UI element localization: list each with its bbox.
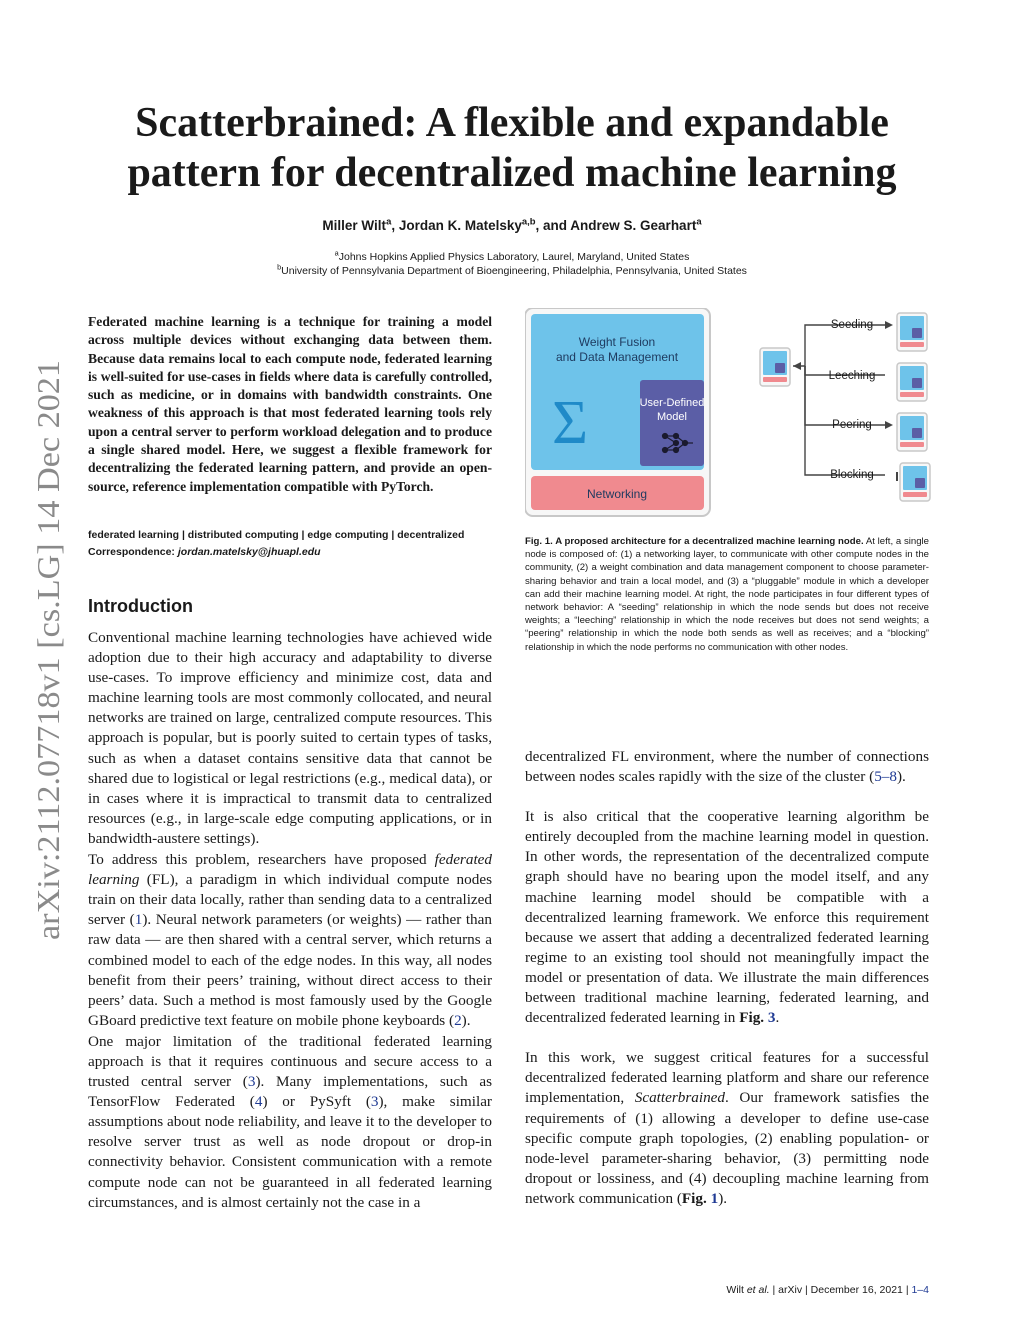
sigma-icon: Σ xyxy=(551,389,589,457)
emphasis: Scatterbrained xyxy=(634,1089,726,1107)
paragraph: To address this problem, researchers have proposed federated learning (FL), a paradigm in which individual compute nodes train on their data locally, rather than sending data to a centralized server (1). Neural network parameters (or weights) — rather than raw data — are then shared with a central server, which returns a combined model to each of the edge nodes. In this way, all nodes benefit from their peers’ training, without direct access to their peers’ data. Such a method is most famously used by the Google GBoard predictive text feature on mobile phone keyboards (2). xyxy=(88,851,492,1029)
paragraph: One major limitation of the traditional federated learning approach is that it requires continuous and secure access to a trusted central server (3). Many implementations, such as TensorFlow Federated (4) or PySyft (3), make similar assumptions about node reliability, and leave it to the developer to resolve server trust as well as node dropout or drop-in connectivity behavior. Consistent communication with a remote compute node can not be guaranteed in all federated learning circumstances, and is almost certainly not the case in a xyxy=(88,1032,492,1211)
footer-separator: | xyxy=(769,1284,779,1296)
figure-ref-link[interactable]: 3 xyxy=(767,1009,776,1027)
peer-node-icon xyxy=(897,313,927,351)
paragraph: It is also critical that the cooperative learning algorithm be entirely decoupled from the machine learning model in question. In other words, the representation of the decentralized compute graph should have no bearing upon the model itself, and any machine learning model should be compatible with a decentralized learning framework. We enforce this requirement because we assert that adding a decentralized federated learning regime to an existing tool should not meaningfully impact the model or presentation of data. We illustrate the main differences between traditional machine learning, federated learning, and decentralized federated learning in Fig. 3. xyxy=(525,808,929,1027)
figure-ref-label: Fig. xyxy=(739,1009,768,1027)
section-heading: Introduction xyxy=(88,596,193,616)
arxiv-identifier: arXiv:2112.07718v1 [cs.LG] 14 Dec 2021 xyxy=(30,397,66,940)
behavior-label-blocking: Blocking xyxy=(830,469,874,481)
user-model-label: Model xyxy=(657,411,687,423)
title-line-1: Scatterbrained: A flexible and expandable xyxy=(135,100,889,146)
author-affil-sup: a,b xyxy=(521,216,536,228)
author-affil-sup: a xyxy=(696,216,702,228)
footer-separator: | xyxy=(802,1284,811,1296)
peer-node-icon xyxy=(897,363,927,401)
arrow-head xyxy=(793,362,801,370)
correspondence xyxy=(88,546,492,558)
caption-text: At left, a single node is composed of: (1) a networking layer, to communicate with other compute nodes in the community, (2) a weight combination and data management component to choose parameter-sharing behavior and train a local model, and (3) a “pluggable” module in which a developer can add their machine learning model. At right, the node participates in four different types of network behavior: A “seeding” relationship in which the node sends but does not receive weights; a “leeching” relationship in which the node receives but does not send weights; a “peering” relationship in which the node both sends as well as receives; and a “blocking” relationship in which the node performs no communication with other nodes. xyxy=(525,536,930,653)
footer-separator: | xyxy=(902,1284,912,1296)
footer-etal: et al. xyxy=(746,1284,770,1296)
right-column xyxy=(525,747,929,1229)
behavior-label-leeching: Leeching xyxy=(828,370,876,382)
figure-ref-label: Fig. xyxy=(681,1189,711,1207)
author-name: Jordan K. Matelsky xyxy=(398,218,522,233)
connection-lines xyxy=(793,321,897,481)
arrow-head xyxy=(885,421,893,429)
weight-fusion-label: and Data Management xyxy=(555,350,679,364)
affiliation-text: Johns Hopkins Applied Physics Laboratory, Laurel, Maryland, United States xyxy=(338,251,690,263)
user-model-label: User-Defined xyxy=(639,397,705,409)
peer-node-icon xyxy=(897,413,927,451)
affiliations xyxy=(60,250,964,278)
caption-label: Fig. 1. A proposed architecture for a decentralized machine learning node. xyxy=(525,536,864,547)
author-separator: , and xyxy=(535,218,571,233)
peer-node-icon xyxy=(900,463,930,501)
citation-link[interactable]: 4 xyxy=(254,1093,263,1111)
paragraph: Conventional machine learning technologies have achieved wide adoption due to their high accuracy and adaptability to diverse use-cases. To improve efficiency and minimize cost, data and machine learning tools are most commonly collocated, and neural networks are trained on large, centralized compute resources. This approach is popular, but is poorly suited to certain types of tasks, such as when a dataset contains sensitive data that cannot be shared due to logistical or legal restrictions (e.g., medical data), or in cases where it is impractical to transmit data to centralized resources (e.g., in large-scale edge computing applications, or in bandwidth-austere settings). xyxy=(88,629,492,847)
behavior-label-seeding: Seeding xyxy=(830,319,874,331)
figure-ref-link[interactable]: 1 xyxy=(710,1189,719,1207)
arxiv-sidebar-stamp xyxy=(4,350,76,950)
paragraph: In this work, we suggest critical features for a successful decentralized federated learning platform and share our reference implementation, Scatterbrained. Our framework satisfies the requirements of (1) allowing a developer to define use-case specific compute graph topologies, (2) enabling population- or node-level parameter-sharing behavior, (3) permitting node dropout or lossiness, and (4) decoupling machine learning from network communication (Fig. 1). xyxy=(525,1049,930,1207)
weight-fusion-label: Weight Fusion xyxy=(578,335,656,349)
footer-venue: arXiv xyxy=(778,1284,803,1296)
affiliation-sup: b xyxy=(277,262,282,272)
networking-label: Networking xyxy=(586,487,648,501)
abstract: Federated machine learning is a technique for training a model across multiple devices without exchanging data between them. Because data remains local to each compute node, federated learning is well-suited for use-cases in fields where data is carefully controlled, such as medicine, or in domains with bandwidth constraints. One weakness of this approach is that most federated learning tools rely upon a central server to perform workload delegation and to produce a single shared model. Here, we suggest a flexible framework for decentralizing the federated learning pattern, and provide an open-source, reference implementation compatible with PyTorch. xyxy=(88,314,492,494)
central-node-icon xyxy=(760,348,790,386)
title-line-2: pattern for decentralized machine learning xyxy=(127,150,897,196)
citation-link[interactable]: 5–8 xyxy=(874,768,897,786)
footer-date: December 16, 2021 xyxy=(810,1284,903,1296)
user-model-block xyxy=(640,380,704,466)
left-column xyxy=(88,628,492,1214)
paragraph: decentralized FL environment, where the number of connections between nodes scales rapidly with the size of the cluster (5–8). xyxy=(525,748,929,786)
author-name: Miller Wilt xyxy=(322,218,387,233)
affiliation-text: University of Pennsylvania Department of Bioengineering, Philadelphia, Pennsylvania, United States xyxy=(281,265,747,277)
figure-1-diagram xyxy=(525,308,937,518)
keywords: federated learning | distributed computing | edge computing | decentralized xyxy=(88,529,465,541)
paper-title xyxy=(60,98,964,198)
citation-link[interactable]: 3 xyxy=(370,1093,379,1111)
citation-link[interactable]: 2 xyxy=(454,1011,462,1029)
author-name: Andrew S. Gearhart xyxy=(570,218,697,233)
correspondence-email[interactable]: jordan.matelsky@jhuapl.edu xyxy=(177,546,321,558)
affiliation-sup: a xyxy=(334,248,339,258)
emphasis: federated learning xyxy=(88,851,492,889)
behavior-label-peering: Peering xyxy=(832,419,872,431)
citation-link[interactable]: 1 xyxy=(134,911,143,929)
citation-link[interactable]: 3 xyxy=(247,1073,256,1091)
correspondence-label: Correspondence: xyxy=(88,546,178,558)
affiliation xyxy=(60,250,964,264)
arrow-head xyxy=(885,321,893,329)
affiliation xyxy=(60,264,964,278)
figure-caption xyxy=(525,535,929,654)
page-footer xyxy=(600,1284,929,1296)
author-separator: , xyxy=(391,218,399,233)
footer-author: Wilt xyxy=(726,1284,747,1296)
author-list xyxy=(60,218,964,233)
author-affil-sup: a xyxy=(386,216,392,228)
footer-page-range[interactable]: 1–4 xyxy=(911,1284,929,1296)
